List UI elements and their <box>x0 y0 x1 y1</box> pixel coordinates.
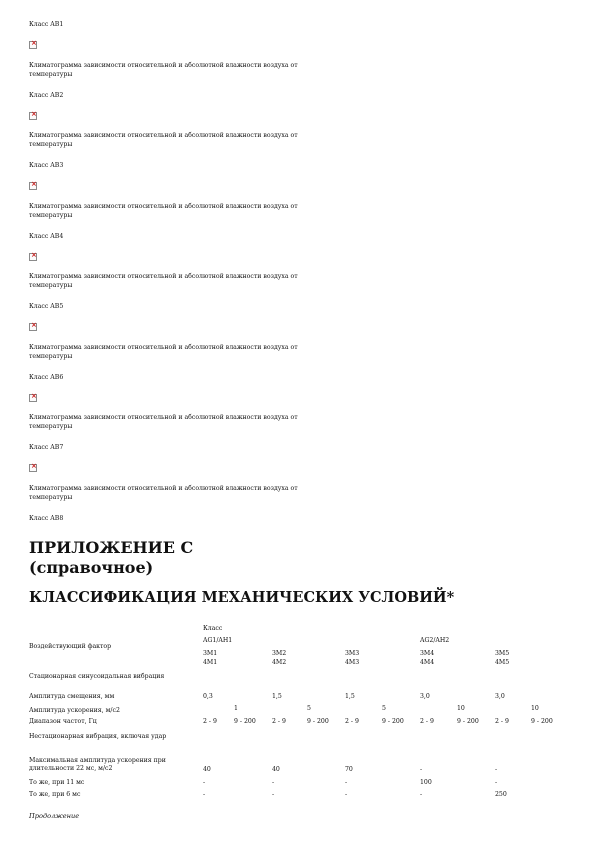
class-label-ab6: Класс AB6 <box>29 374 64 381</box>
table-cell: 40 <box>203 766 211 773</box>
class-label-ab2: Класс AB2 <box>29 92 64 99</box>
table-cell: 1 <box>234 705 238 712</box>
table-cell: 9 - 200 <box>307 718 329 725</box>
classification-heading: КЛАССИФИКАЦИЯ МЕХАНИЧЕСКИХ УСЛОВИЙ* <box>29 589 455 606</box>
row-label-6ms: То же, при 6 мс <box>29 791 81 798</box>
broken-image-icon: × <box>31 392 37 400</box>
table-cell: 9 - 200 <box>234 718 256 725</box>
table-cell: - <box>272 791 275 798</box>
code-4m4: 4M4 <box>420 659 435 666</box>
code-4m1: 4M1 <box>203 659 218 666</box>
broken-image-icon: × <box>31 321 37 329</box>
table-cell: 10 <box>457 705 465 712</box>
code-3m3: 3M3 <box>345 650 360 657</box>
row-label-frequency: Диапазон частот, Гц <box>29 718 97 725</box>
row-label-11ms: То же, при 11 мс <box>29 779 85 786</box>
table-cell: 9 - 200 <box>457 718 479 725</box>
table-cell: 2 - 9 <box>495 718 509 725</box>
class-label-ab8: Класс AB8 <box>29 515 64 522</box>
table-cell: 70 <box>345 766 353 773</box>
row-label-shock: Нестационарная вибрация, включая удар <box>29 733 167 740</box>
climatogram-caption-ab3: Климатограмма зависимости относительной и абсолютной влажности воздуха от температуры <box>29 203 298 219</box>
class-label-ab5: Класс AB5 <box>29 303 64 310</box>
table-cell: 2 - 9 <box>420 718 434 725</box>
appendix-title-line2: (справочное) <box>29 558 154 577</box>
row-label-acceleration: Амплитуда ускорения, м/с2 <box>29 707 120 714</box>
climatogram-caption-ab6: Климатограмма зависимости относительной и абсолютной влажности воздуха от температуры <box>29 414 298 430</box>
table-cell: - <box>495 779 498 786</box>
appendix-title-line1: ПРИЛОЖЕНИЕ С <box>29 538 194 557</box>
row-label-sinusoidal: Стационарная синусоидальная вибрация <box>29 673 165 680</box>
climatogram-caption-ab5: Климатограмма зависимости относительной и абсолютной влажности воздуха от температуры <box>29 344 298 360</box>
continuation-note: Продолжение <box>29 812 80 820</box>
class-label-ab3: Класс AB3 <box>29 162 64 169</box>
table-cell: 5 <box>382 705 386 712</box>
table-cell: 40 <box>272 766 280 773</box>
broken-image-icon: × <box>31 110 37 118</box>
table-cell: 0,3 <box>203 693 213 700</box>
code-3m4: 3M4 <box>420 650 435 657</box>
table-cell: 3,0 <box>420 693 430 700</box>
row-label-displacement: Амплитуда смещения, мм <box>29 693 115 700</box>
code-4m3: 4M3 <box>345 659 360 666</box>
appendix-title <box>29 538 193 578</box>
class-header: Класс <box>203 625 223 632</box>
table-cell: 10 <box>531 705 539 712</box>
table-cell: - <box>203 791 206 798</box>
broken-image-icon: × <box>31 180 37 188</box>
table-cell: 1,5 <box>345 693 355 700</box>
class-label-ab4: Класс AB4 <box>29 233 64 240</box>
class-label-ab1: Класс AB1 <box>29 21 64 28</box>
table-cell: 2 - 9 <box>272 718 286 725</box>
climatogram-caption-ab7: Климатограмма зависимости относительной и абсолютной влажности воздуха от температуры <box>29 485 298 501</box>
climatogram-caption-ab4: Климатограмма зависимости относительной и абсолютной влажности воздуха от температуры <box>29 273 298 289</box>
table-cell: 9 - 200 <box>531 718 553 725</box>
broken-image-icon: × <box>31 251 37 259</box>
table-cell: 5 <box>307 705 311 712</box>
table-cell: 100 <box>420 779 432 786</box>
code-4m2: 4M2 <box>272 659 287 666</box>
table-cell: - <box>203 779 206 786</box>
table-cell: 3,0 <box>495 693 505 700</box>
table-cell: - <box>345 779 348 786</box>
code-3m2: 3M2 <box>272 650 287 657</box>
broken-image-icon: × <box>31 462 37 470</box>
climatogram-caption-ab1: Климатограмма зависимости относительной и абсолютной влажности воздуха от температуры <box>29 62 298 78</box>
group-header-ag2: AG2/AH2 <box>420 637 450 644</box>
code-4m5: 4M5 <box>495 659 510 666</box>
row-label-peak-22ms: Максимальная амплитуда ускорения при длительности 22 мс, м/с2 <box>29 757 166 772</box>
class-label-ab7: Класс AB7 <box>29 444 64 451</box>
table-cell: - <box>272 779 275 786</box>
climatogram-caption-ab2: Климатограмма зависимости относительной и абсолютной влажности воздуха от температуры <box>29 132 298 148</box>
code-3m1: 3M1 <box>203 650 218 657</box>
table-cell: 250 <box>495 791 507 798</box>
table-cell: 2 - 9 <box>203 718 217 725</box>
table-cell: 2 - 9 <box>345 718 359 725</box>
group-header-ag1: AG1/AH1 <box>203 637 233 644</box>
factor-header: Воздействующий фактор <box>29 643 112 650</box>
broken-image-icon: × <box>31 39 37 47</box>
code-3m5: 3M5 <box>495 650 510 657</box>
table-cell: 1,5 <box>272 693 282 700</box>
table-cell: - <box>420 791 423 798</box>
table-cell: - <box>345 791 348 798</box>
table-cell: - <box>495 766 498 773</box>
table-cell: 9 - 200 <box>382 718 404 725</box>
table-cell: - <box>420 766 423 773</box>
